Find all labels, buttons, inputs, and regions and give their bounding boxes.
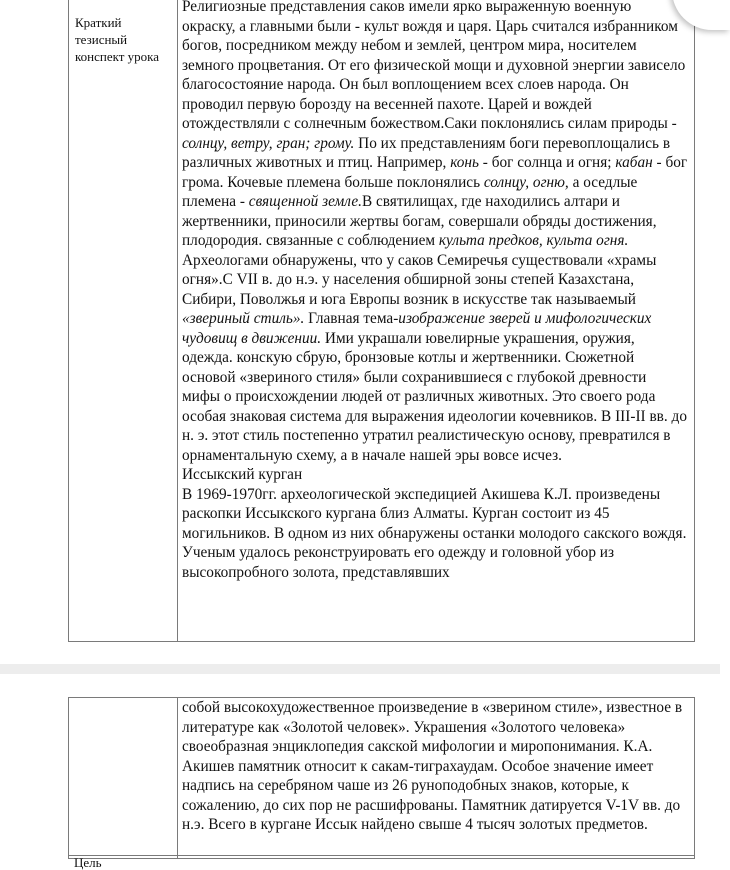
paragraph-issyk: В 1969-1970гг. археологической экспедицией Акишева К.Л. произведены раскопки Иссыкского кургана близ Алматы. Курган состоит из 45 могильников. В одном из них обнаружены останки молодого сакского вождя. Ученым удалось реконструировать его одежду и головной убор из высокопробного золота, представлявших (182, 485, 687, 581)
content-cell (178, 0, 695, 642)
text-run: Ими украшали ювелирные украшения, оружия, одежда. конскую сбрую, бронзовые котлы и жертвенники. Сюжетной основой «звериного стиля» были сохранившиеся с глубокой древности мифы о происхождении людей от различных животных. Это своего рода особая знаковая система для выражения идеологии кочевников. В III-II вв. до н. э. этот стиль постепенно утратил реалистическую основу, превратился в орнаментальную схему, а в начале нашей эры вовсе исчез. (182, 329, 687, 464)
italic-term: культа предков, культа огня. (438, 232, 629, 249)
content-cell (178, 698, 695, 859)
italic-term: изображение зверей и мифологических чудовищ в движении. (182, 310, 652, 347)
italic-term: «звериный стиль». (182, 310, 305, 327)
lesson-table-1 (68, 0, 695, 642)
text-run: По их представлениям боги перевоплощались в различных животных и птиц. Например, (182, 134, 671, 171)
row-label-cell (69, 0, 178, 642)
paragraph-golden-man: собой высокохудожественное произведение в «зверином стиле», известное в литературе как «Золотой человек». Украшения «Золотого человека» своеобразная энциклопедия сакской мифологии и миропонимания. К.А. Акишев памятник относит к сакам-тиграхаудам. Особое значение имеет надпись на серебряном чаше из 26 руноподобных знаков, которые, к сожалению, до сих пор не расшифрованы. Памятник датируется V-1V вв. до н.э. Всего в кургане Иссык найдено свыше 4 тысяч золотых предметов. (182, 699, 683, 833)
text-run: Археологами обнаружены, что у саков Семиречья существовали «храмы огня».С VII в. до н.э. у населения обширной зоны степей Казахстана, Сибири, Поволжья и юга Европы возник в искусстве так называемый (182, 251, 657, 308)
next-table-row-cut (68, 855, 695, 870)
text-run: а оседлые племена - (182, 173, 638, 210)
text-run: Религиозные представления саков имели ярко выраженную военную окраску, а главными были - культ вождя и царя. Царь считался избранником богов, посредником между небом и землей, центром мира, носителем земного процветания. От его физической мощи и духовной энергии зависело благосостояние народа. Он был воплощением всех слоев народа. Он проводил первую борозду на весенней пахоте. Царей и вождей отождествляли с солнечным божеством.Саки поклонялись силам природы - (182, 0, 686, 132)
italic-term: солнцу, огню, (483, 173, 569, 191)
italic-term: священной земле. (248, 193, 362, 210)
row-label: Краткий тезисный конспект урока (75, 15, 160, 64)
italic-term: солнцу, ветру, гран; грому. (182, 134, 355, 152)
text-run: В святилищах, где находились алтари и жертвенники, приносили жертвы богам, совершали обряды достижения, плодородия. связанные с соблюдением (182, 193, 657, 249)
text-run: - бог солнца и огня; (478, 154, 616, 171)
next-row-label: Цель (74, 855, 102, 870)
table-row (69, 0, 695, 642)
italic-term: кабан (615, 154, 653, 171)
table-row (69, 698, 695, 859)
paragraph-religion (182, 0, 688, 465)
section-heading: Иссыкский курган (182, 466, 303, 483)
text-run: Главная тема- (304, 310, 399, 327)
italic-term: конь (450, 154, 479, 171)
page-separator (0, 664, 720, 674)
text-run: - бог грома. Кочевые племена больше поклонялись (182, 154, 688, 191)
